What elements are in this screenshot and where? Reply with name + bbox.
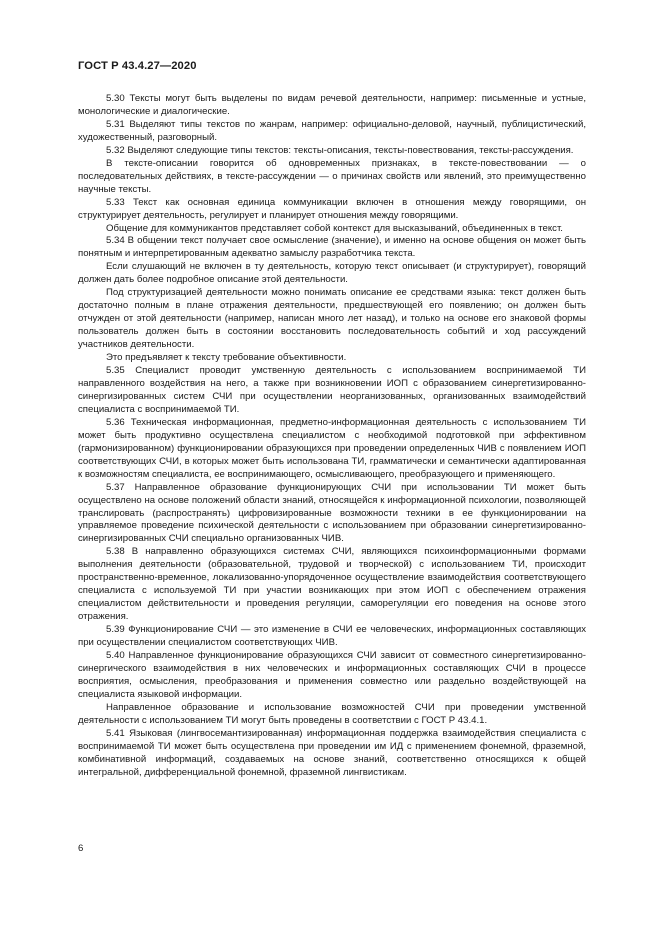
document-body [78, 93, 586, 780]
paragraph-5-34-structuring: Под структуризацией деятельности можно понимать описание ее средствами языка: текст должен быть достаточно полным в плане отражения деятельности, предшествующей его появлению; он должен быть отчужден от этой деятельности (например, написан много лет назад), и только на основе его знаковой формы пользователь должен быть в состоянии восстановить последовательность событий и ход рассуждений участников деятельности. [78, 287, 586, 351]
paragraph-5-33: 5.33 Текст как основная единица коммуникации включен в отношения между говорящими, он структурирует деятельность, регулирует и планирует отношения между говорящими. [78, 196, 586, 221]
paragraph-5-31: 5.31 Выделяют типы текстов по жанрам, например: официально-деловой, научный, публицистический, художественный, разговорный. [78, 118, 586, 143]
page-header-title: ГОСТ Р 43.4.27—2020 [78, 60, 197, 72]
paragraph-5-36: 5.36 Техническая информационная, предметно-информационная деятельность с использованием ТИ может быть продуктивно осуществлена специалистом с необходимой подготовкой при эффективном (гармонизированном) функционировании образующихся при проведении определенных ЧИВ с появлением ИОП соответствующих СЧИ, в которых может быть использована ТИ, грамматически и семантически адаптированная к возможностям специалиста, ее воспринимающего, осмысливающего, преобразующего и применяющего. [78, 416, 586, 480]
paragraph-5-34: 5.34 В общении текст получает свое осмысление (значение), и именно на основе общения он может быть понятным и интерпретированным адекватно замыслу разработчика текста. [78, 235, 586, 260]
paragraph-5-37: 5.37 Направленное образование функционирующих СЧИ при использовании ТИ может быть осуществлено на основе положений области знаний, относящейся к информационной психологии, позволяющей транслировать (распространять) цифровизированные возможности техники в ее функционировании на управляемое проведение психической деятельности с использованием при образовании синергетизированно-синергизированных СЧИ специально организованных ЧИВ. [78, 481, 586, 545]
paragraph-5-40: 5.40 Направленное функционирование образующихся СЧИ зависит от совместного синергетизированно-синергического взаимодействия в них человеческих и информационных составляющих СЧИ в процессе восприятия, осмысления, преобразования и применения совместно или раздельно воздействующей на специалиста языковой информации. [78, 649, 586, 700]
paragraph-5-40-gost-reference: Направленное образование и использование возможностей СЧИ при проведении умственной деятельности с использованием ТИ могут быть проведены в соответствии с ГОСТ Р 43.4.1. [78, 701, 586, 726]
paragraph-5-33-communication: Общение для коммуникантов представляет собой контекст для высказываний, объединенных в текст. [106, 222, 563, 234]
paragraph-5-34-objectivity: Это предъявляет к тексту требование объективности. [106, 352, 347, 364]
page-number: 6 [78, 843, 84, 854]
paragraph-5-34-listener: Если слушающий не включен в ту деятельность, которую текст описывает (и структурирует), говорящий должен дать более подробное описание этой деятельности. [78, 261, 586, 286]
paragraph-5-32-description: В тексте-описании говорится об одновременных признаках, в тексте-повествовании — о последовательных действиях, в тексте-рассуждении — о причинах свойств или явлений, это преимущественно научные тексты. [78, 157, 586, 195]
paragraph-5-38: 5.38 В направленно образующихся системах СЧИ, являющихся психоинформационными формами выполнения деятельности (образовательной, трудовой и творческой) с использованием ТИ, происходит пространственно-временное, локализованно-упорядоченное осуществление взаимодействия соответствующего специалиста с используемой ТИ при участии возникающих при этом ИОП с обеспечением отражения специалистом действительности и проведения регуляции, саморегуляции его поведения на основе этого отражения. [78, 546, 586, 623]
paragraph-5-30: 5.30 Тексты могут быть выделены по видам речевой деятельности, например: письменные и устные, монологические и диалогические. [78, 93, 586, 117]
paragraph-5-39: 5.39 Функционирование СЧИ — это изменение в СЧИ ее человеческих, информационных составляющих при осуществлении специалистом соответствующих ЧИВ. [78, 624, 586, 649]
paragraph-5-35: 5.35 Специалист проводит умственную деятельность с использованием воспринимаемой ТИ направленного воздействия на него, а также при возникновении ИОП с образованием синергетизированно-синергизированных систем СЧИ при осуществлении неорганизованных, организованных взаимодействий специалиста с воспринимаемой ТИ. [78, 365, 586, 415]
paragraph-5-32: 5.32 Выделяют следующие типы текстов: тексты-описания, тексты-повествования, тексты-рассуждения. [106, 144, 574, 156]
paragraph-5-41: 5.41 Языковая (лингвосемантизированная) информационная поддержка взаимодействия специалиста с воспринимаемой ТИ может быть осуществлена при проведении им ИД с применением фонемной, фраземной, комбинативной информаций, создаваемых на основе знаний, соответственно относящихся к общей интегральной, дифференциальной фонемной, фраземной лингвистикам. [78, 727, 586, 778]
